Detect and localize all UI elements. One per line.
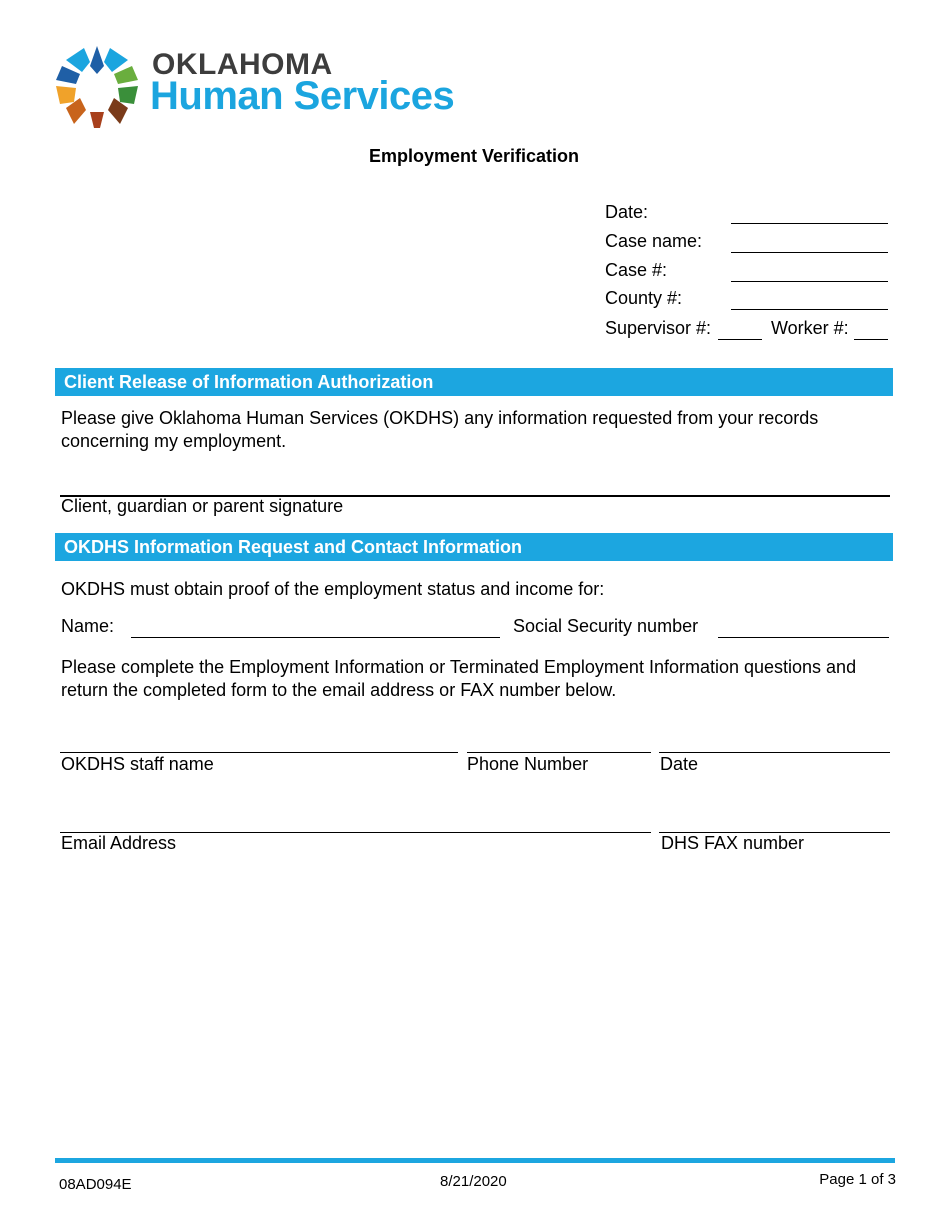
supervisor-number-label: Supervisor #:	[605, 318, 712, 338]
worker-number-field[interactable]	[854, 339, 888, 340]
case-number-field[interactable]	[731, 281, 888, 282]
date-field[interactable]	[731, 223, 888, 224]
county-number-label: County #:	[605, 288, 683, 308]
page-number: Page 1 of 3	[819, 1171, 896, 1188]
instructions-line1: Please complete the Employment Information or Terminated Employment Information questions and	[61, 657, 857, 677]
fax-number-label: DHS FAX number	[661, 833, 805, 853]
footer-divider	[55, 1158, 895, 1163]
date-staff-label: Date	[660, 754, 699, 774]
revision-date: 8/21/2020	[440, 1173, 507, 1190]
date-label: Date:	[605, 202, 649, 222]
name-label: Name:	[61, 616, 115, 636]
ssn-field[interactable]	[718, 637, 889, 638]
page-title: Employment Verification	[368, 146, 580, 166]
worker-number-label: Worker #:	[771, 318, 849, 338]
release-paragraph-line1: Please give Oklahoma Human Services (OKDHS) any information requested from your records	[61, 408, 819, 428]
logo-oklahoma-text: OKLAHOMA	[152, 48, 333, 81]
signature-label: Client, guardian or parent signature	[61, 496, 344, 516]
request-section-header: OKDHS Information Request and Contact Information	[55, 533, 893, 561]
case-name-field[interactable]	[731, 252, 888, 253]
name-field[interactable]	[131, 637, 500, 638]
logo-human-services-text: Human Services	[150, 74, 455, 118]
instructions-line2: return the completed form to the email address or FAX number below.	[61, 680, 617, 700]
case-name-label: Case name:	[605, 231, 703, 251]
county-number-field[interactable]	[731, 309, 888, 310]
ssn-label: Social Security number	[513, 616, 699, 636]
email-address-label: Email Address	[61, 833, 177, 853]
phone-number-label: Phone Number	[467, 754, 589, 774]
agency-logo	[54, 44, 474, 130]
supervisor-number-field[interactable]	[718, 339, 762, 340]
release-paragraph-line2: concerning my employment.	[61, 431, 287, 451]
form-number: 08AD094E	[59, 1176, 132, 1193]
case-number-label: Case #:	[605, 260, 668, 280]
staff-name-label: OKDHS staff name	[61, 754, 214, 774]
star-logo-icon	[54, 44, 140, 130]
request-intro: OKDHS must obtain proof of the employment status and income for:	[61, 579, 605, 599]
release-section-header: Client Release of Information Authorization	[55, 368, 893, 396]
